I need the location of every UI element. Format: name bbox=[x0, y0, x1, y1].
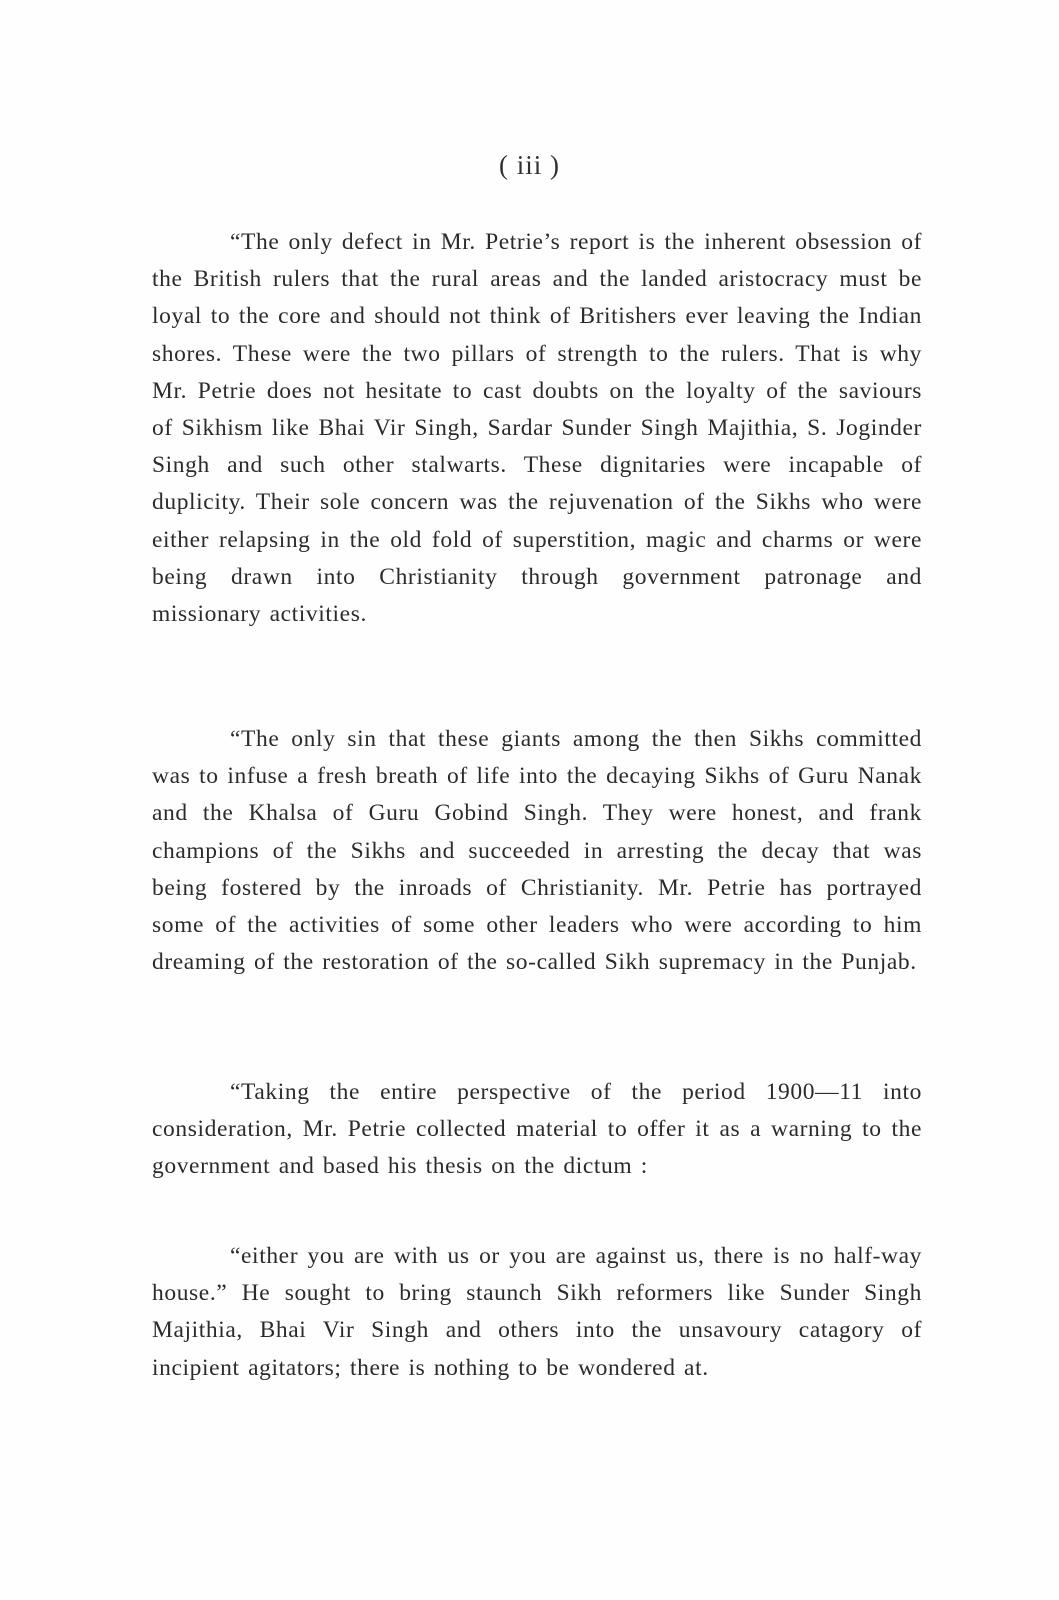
paragraph-text: “either you are with us or you are against us, there is no half-way house.” He sought to bring staunch Sikh reformers like Sunder Singh Majithia, Bhai Vir Singh and others into the unsavoury catagory of incipient agitators; there is nothing to be wondered at. bbox=[152, 1243, 922, 1381]
body-paragraph-1 bbox=[152, 224, 922, 633]
body-paragraph-2 bbox=[152, 721, 922, 981]
body-paragraph-4 bbox=[152, 1238, 922, 1387]
body-paragraph-3 bbox=[152, 1074, 922, 1186]
paragraph-text: “The only defect in Mr. Petrie’s report is the inherent obsession of the British rulers that the rural areas and the landed aristocracy must be loyal to the core and should not think of Britishers ever leaving the Indian shores. These were the two pillars of strength to the rulers. That is why Mr. Petrie does not hesitate to cast doubts on the loyalty of the saviours of Sikhism like Bhai Vir Singh, Sardar Sunder Singh Majithia, S. Joginder Singh and such other stalwarts. These dignitaries were incapable of duplicity. Their sole concern was the rejuvenation of the Sikhs who were either relapsing in the old fold of superstition, magic and charms or were being drawn into Christianity through government patronage and missionary activities. bbox=[152, 229, 922, 628]
page-number: ( iii ) bbox=[499, 150, 560, 180]
paragraph-text: “Taking the entire perspective of the period 1900—11 into consideration, Mr. Petrie collected material to offer it as a warning to the government and based his thesis on the dictum : bbox=[152, 1079, 922, 1180]
paragraph-text: “The only sin that these giants among the then Sikhs committed was to infuse a fresh breath of life into the decaying Sikhs of Guru Nanak and the Khalsa of Guru Gobind Singh. They were honest, and frank champions of the Sikhs and succeeded in arresting the decay that was being fostered by the inroads of Christianity. Mr. Petrie has portrayed some of the activities of some other leaders who were according to him dreaming of the restoration of the so-called Sikh supremacy in the Punjab. bbox=[152, 726, 922, 976]
